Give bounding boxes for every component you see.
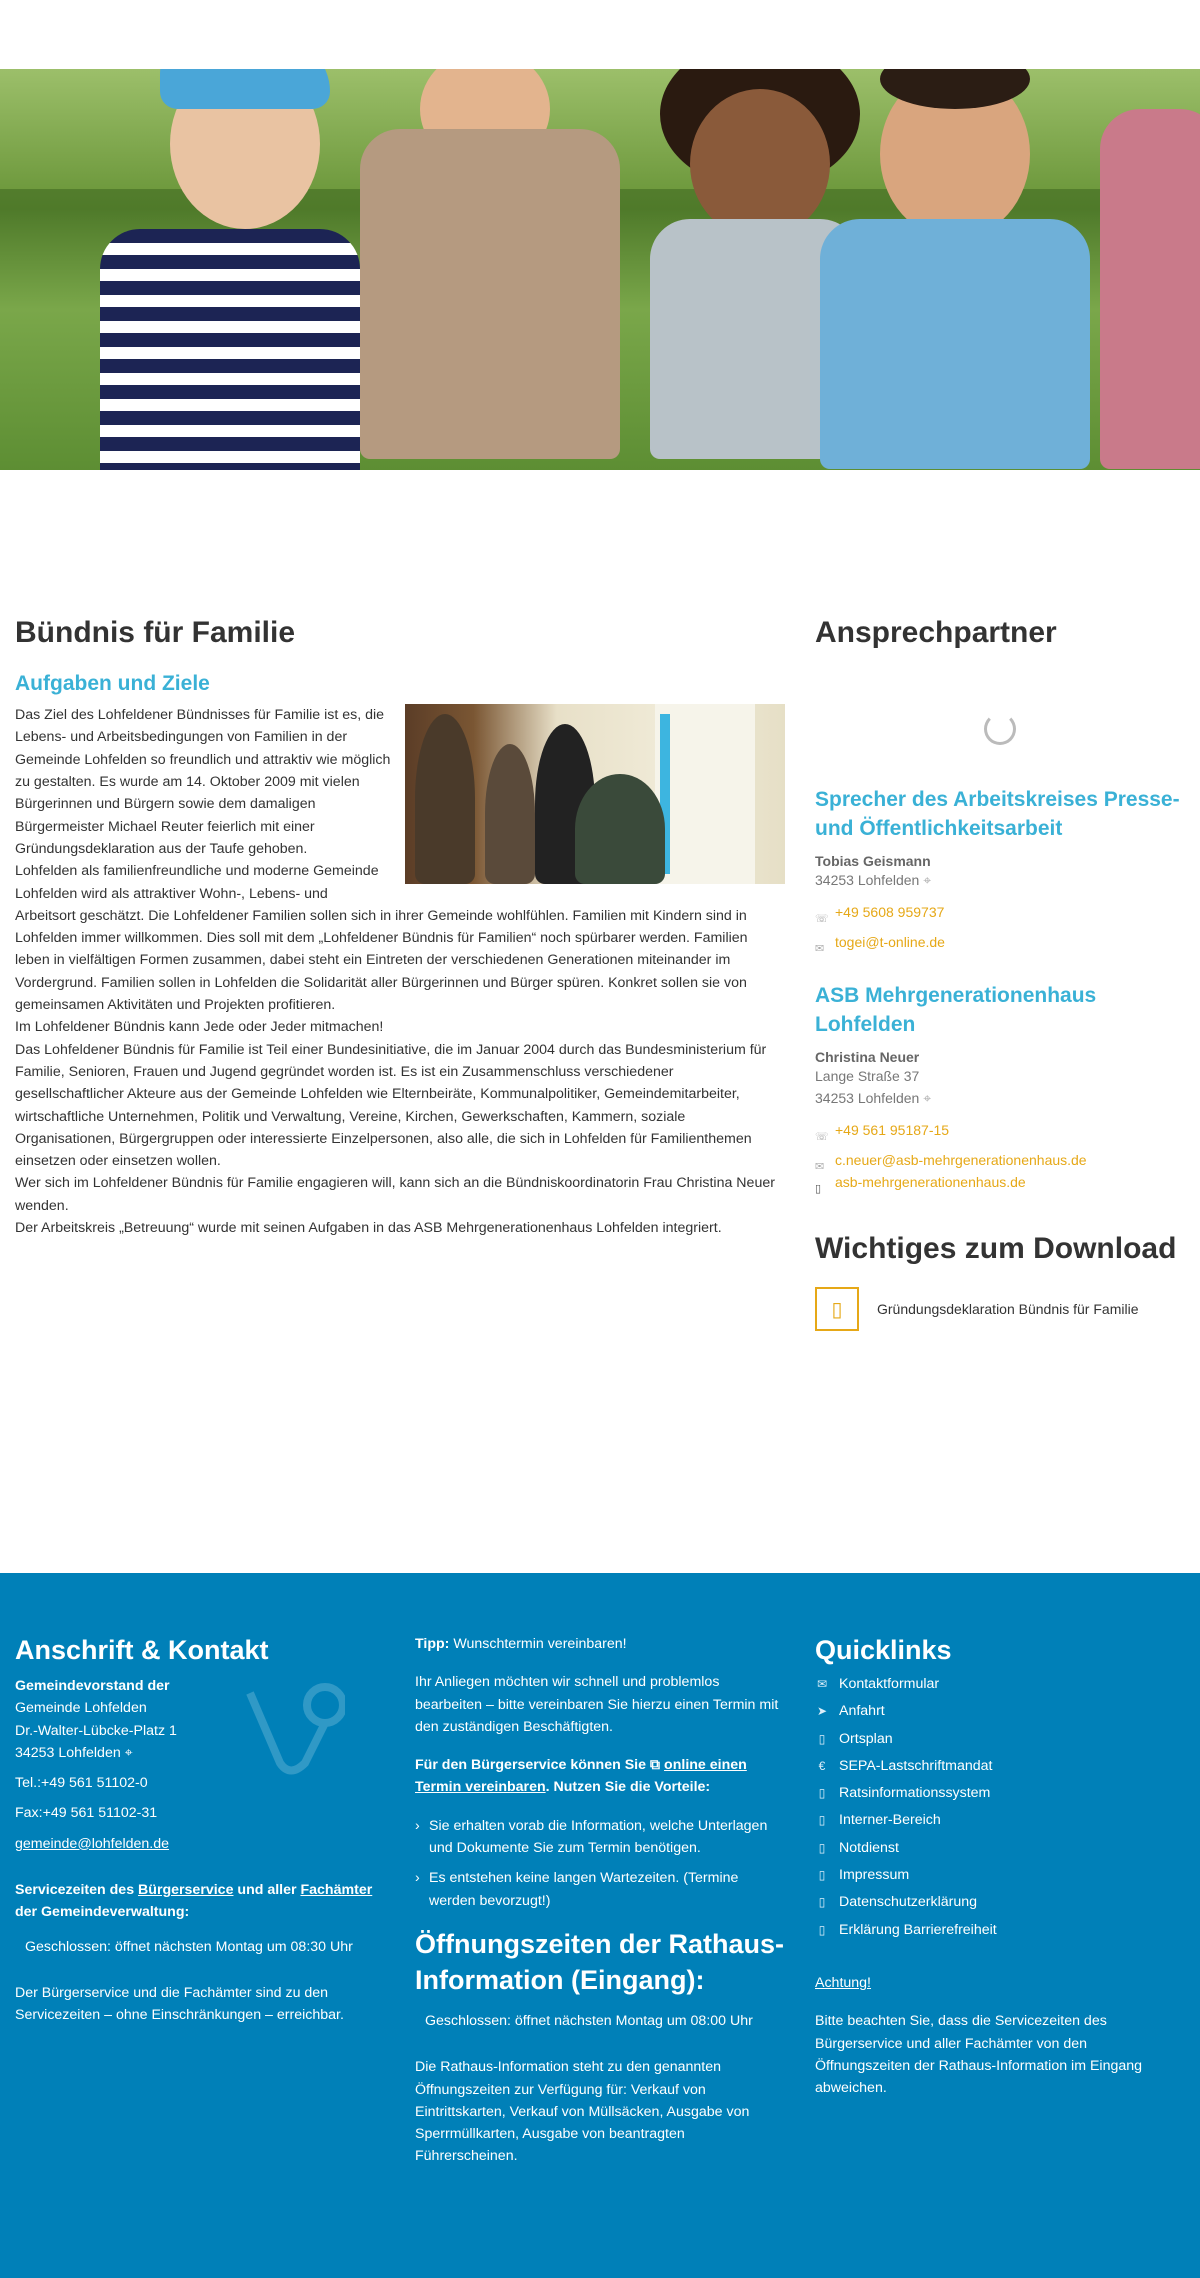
page-title: Bündnis für Familie <box>15 616 296 649</box>
shield-icon: ▯ <box>818 1895 826 1910</box>
article-body <box>15 704 785 1239</box>
org-name-2: Gemeinde Lohfelden <box>15 1700 147 1717</box>
map-pin-icon[interactable]: ⌖ <box>923 1090 932 1106</box>
paragraph: Lohfelden als familienfreundliche und moderne Gemeinde <box>15 863 379 880</box>
contact-address: 34253 Lohfelden ⌖ <box>815 872 932 888</box>
tel[interactable]: Tel.:+49 561 51102-0 <box>15 1775 148 1792</box>
email-link[interactable]: ✉ togei@t-online.de <box>815 934 945 956</box>
contact-street: Lange Straße 37 <box>815 1068 920 1084</box>
document-icon: ▯ <box>818 1786 826 1801</box>
euro-icon: € <box>818 1758 826 1773</box>
contact-title: ASB Mehrgenerationenhaus Lohfelden <box>815 984 1097 1036</box>
footer-quicklinks <box>815 1633 1185 2099</box>
info-icon: ▯ <box>818 1868 826 1883</box>
section-title: Aufgaben und Ziele <box>15 672 210 695</box>
mail-icon: ✉ <box>815 943 825 956</box>
loading-spinner-icon <box>984 713 1016 745</box>
phone-link[interactable]: ☏ +49 5608 959737 <box>815 904 945 926</box>
fax: Fax:+49 561 51102-31 <box>15 1805 158 1822</box>
street: Dr.-Walter-Lübcke-Platz 1 <box>15 1722 177 1739</box>
hero-image <box>0 69 1200 470</box>
hours-title: Öffnungszeiten der Rathaus-Information (Eingang): <box>415 1928 785 1995</box>
sidebar-title: Ansprechpartner <box>815 616 1057 649</box>
group-photo <box>405 704 785 884</box>
footer-appointments <box>415 1633 785 2168</box>
attention-text: Bitte beachten Sie, dass die Servicezeiten des Bürgerservice und aller Fachämter von den Öffnungszeiten der Rathaus-Information im Eingang abweichen. <box>815 2013 1143 2097</box>
quicklink-kontaktformular[interactable]: ✉ Kontaktformular <box>815 1671 1185 1698</box>
footer-email-link[interactable]: gemeinde@lohfelden.de <box>15 1835 170 1852</box>
list-item: › Sie erhalten vorab die Information, welche Unterlagen und Dokumente Sie zum Termin benötigen. <box>415 1815 785 1860</box>
website-link[interactable]: ▯ asb-mehrgenerationenhaus.de <box>815 1174 1026 1196</box>
service-note: Der Bürgerservice und die Fachämter sind zu den Servicezeiten – ohne Einschränkungen – erreichbar. <box>15 1984 344 2024</box>
list-item: › Es entstehen keine langen Wartezeiten. (Termine werden bevorzugt!) <box>415 1867 785 1912</box>
cta-text: Für den Bürgerservice können Sie ⧉ online einen Termin vereinbaren. Nutzen Sie die Vorteile: <box>415 1757 747 1796</box>
online-appointment-link[interactable]: online einen Termin vereinbaren <box>415 1757 747 1796</box>
emergency-icon: ▯ <box>818 1840 826 1855</box>
paragraph: Wer sich im Lohfeldener Bündnis für Familie engagieren will, kann sich an die Bündniskoordinatorin Frau Christina Neuer wenden. <box>15 1175 775 1214</box>
external-link-icon: ⧉ <box>649 1757 661 1774</box>
quicklinks-title: Quicklinks <box>815 1635 952 1665</box>
download-label[interactable]: Gründungsdeklaration Bündnis für Familie <box>877 1301 1139 1317</box>
city: 34253 Lohfelden ⌖ <box>15 1744 133 1761</box>
phone-icon: ☏ <box>815 913 829 926</box>
quicklink-notdienst[interactable]: ▯ Notdienst <box>815 1835 1185 1862</box>
footer-contact <box>15 1633 385 2027</box>
paragraph: Im Lohfeldener Bündnis kann Jede oder Jeder mitmachen! <box>15 1019 384 1036</box>
chevron-right-icon: › <box>415 1817 420 1834</box>
quicklink-intern[interactable]: ▯ Interner-Bereich <box>815 1807 1185 1834</box>
sidebar <box>815 615 1185 1331</box>
paragraph: Lohfelden wird als attraktiver Wohn-, Lebens- und Arbeitsort geschätzt. Die Lohfeldener Familien sollen sich in ihrer Gemeinde wohlfühlen. Familien mit Kindern sind in Lohfelden immer willkommen. Dies soll mit dem „Lohfeldener Bündnis für Familien“ noch spürbarer werden. Familien leben in vielfältigen Formen zusammen, dabei steht ein Eintreten der verschiedenen Generationen miteinander im Vordergrund. Familien sollen in Lohfelden die Solidarität aller Bürgerinnen und Bürger spüren. Konkret sollen sie von gemeinsamen Aktivitäten und Projekten profitieren. <box>15 885 748 1014</box>
quicklink-barrierefreiheit[interactable]: ▯ Erklärung Barrierefreiheit <box>815 1917 1185 1944</box>
phone-link[interactable]: ☏ +49 561 95187-15 <box>815 1122 950 1144</box>
email-link[interactable]: ✉ c.neuer@asb-mehrgenerationenhaus.de <box>815 1152 1087 1174</box>
map-pin-icon[interactable]: ⌖ <box>124 1744 133 1761</box>
quicklink-ortsplan[interactable]: ▯ Ortsplan <box>815 1726 1185 1753</box>
fachaemter-link[interactable]: Fachämter <box>300 1882 373 1899</box>
chevron-right-icon: › <box>415 1870 420 1887</box>
quicklink-datenschutz[interactable]: ▯ Datenschutzerklärung <box>815 1889 1185 1916</box>
paragraph: Das Ziel des Lohfeldener Bündnisses für Familie ist es, die Lebens- und Arbeitsbedingungen von Familien in der Gemeinde Lohfelden so freundlich und attraktiv wie möglich zu gestalten. Es wurde am 14. Oktober 2009 mit vielen Bürgerinnen und Bürgern sowie dem damaligen Bürgermeister Michael Reuter feierlich mit einer Gründungsdeklaration aus der Taufe gehoben. <box>15 707 391 857</box>
accessibility-icon: ▯ <box>818 1922 826 1937</box>
org-name: Gemeindevorstand der <box>15 1678 170 1694</box>
quicklink-anfahrt[interactable]: ➤ Anfahrt <box>815 1698 1185 1725</box>
quicklink-sepa[interactable]: € SEPA-Lastschriftmandat <box>815 1753 1185 1780</box>
location-arrow-icon: ➤ <box>816 1704 828 1719</box>
file-icon: ▯ <box>815 1287 859 1331</box>
phone-icon: ☏ <box>815 1131 829 1144</box>
contact-name: Tobias Geismann <box>815 853 931 869</box>
paragraph: Der Arbeitskreis „Betreuung“ wurde mit seinen Aufgaben in das ASB Mehrgenerationenhaus Lohfelden integriert. <box>15 1220 722 1237</box>
contact-address: 34253 Lohfelden ⌖ <box>815 1090 932 1106</box>
quicklink-ratsinfo[interactable]: ▯ Ratsinformationssystem <box>815 1780 1185 1807</box>
contact-name: Christina Neuer <box>815 1049 920 1065</box>
mail-icon: ✉ <box>816 1677 828 1691</box>
footer <box>0 1573 1200 2278</box>
paragraph: Das Lohfeldener Bündnis für Familie ist Teil einer Bundesinitiative, die im Januar 2004 durch das Bundesministerium für Familie, Senioren, Frauen und Jugend gegründet worden ist. Es ist ein Zusammenschluss verschiedener gesellschaftlicher Akteure aus der Gemeinde Lohfelden wie Elternbeiräte, Kommunalpolitiker, Gemeindemitarbeiter, wirtschaftliche Unternehmen, Politik und Verwaltung, Vereine, Kirchen, Gewerkschaften, Kammern, soziale Organisationen, Bürgergruppen oder interessierte Einzelpersonen, also alle, die sich in Lohfelden für Familienthemen einsetzen oder einsetzen wollen. <box>15 1041 767 1170</box>
info-hours-status: Geschlossen: öffnet nächsten Montag um 08:00 Uhr <box>425 2012 753 2029</box>
intro-text: Ihr Anliegen möchten wir schnell und problemlos bearbeiten – bitte vereinbaren Sie hierzu einen Termin mit den zuständigen Beschäftigten. <box>415 1674 779 1735</box>
download-title: Wichtiges zum Download <box>815 1232 1177 1265</box>
info-text: Die Rathaus-Information steht zu den genannten Öffnungszeiten zur Verfügung für: Verkauf von Eintrittskarten, Verkauf von Müllsäcken, Ausgabe von Sperrmüllkarten, Ausgabe von beantragten Führerscheinen. <box>415 2059 750 2165</box>
service-hours-status: Geschlossen: öffnet nächsten Montag um 08:30 Uhr <box>25 1938 353 1955</box>
service-hours-heading: Servicezeiten des Bürgerservice und aller Fachämter der Gemeindeverwaltung: <box>15 1882 373 1921</box>
buergerservice-link[interactable]: Bürgerservice <box>138 1882 234 1899</box>
contact-title: Sprecher des Arbeitskreises Presse- und Öffentlichkeitsarbeit <box>815 788 1180 840</box>
map-icon: ▯ <box>818 1731 826 1746</box>
map-pin-icon[interactable]: ⌖ <box>923 872 932 888</box>
attention-link[interactable]: Achtung! <box>815 1974 872 1991</box>
quicklink-impressum[interactable]: ▯ Impressum <box>815 1862 1185 1889</box>
lock-icon: ▯ <box>818 1813 826 1828</box>
globe-icon: ▯ <box>815 1183 822 1196</box>
main-content <box>15 615 785 1239</box>
download-item[interactable] <box>815 1287 1185 1331</box>
footer-title: Anschrift & Kontakt <box>15 1635 269 1665</box>
tip-line: Tipp: Wunschtermin vereinbaren! <box>415 1636 627 1652</box>
mail-icon: ✉ <box>815 1161 825 1174</box>
